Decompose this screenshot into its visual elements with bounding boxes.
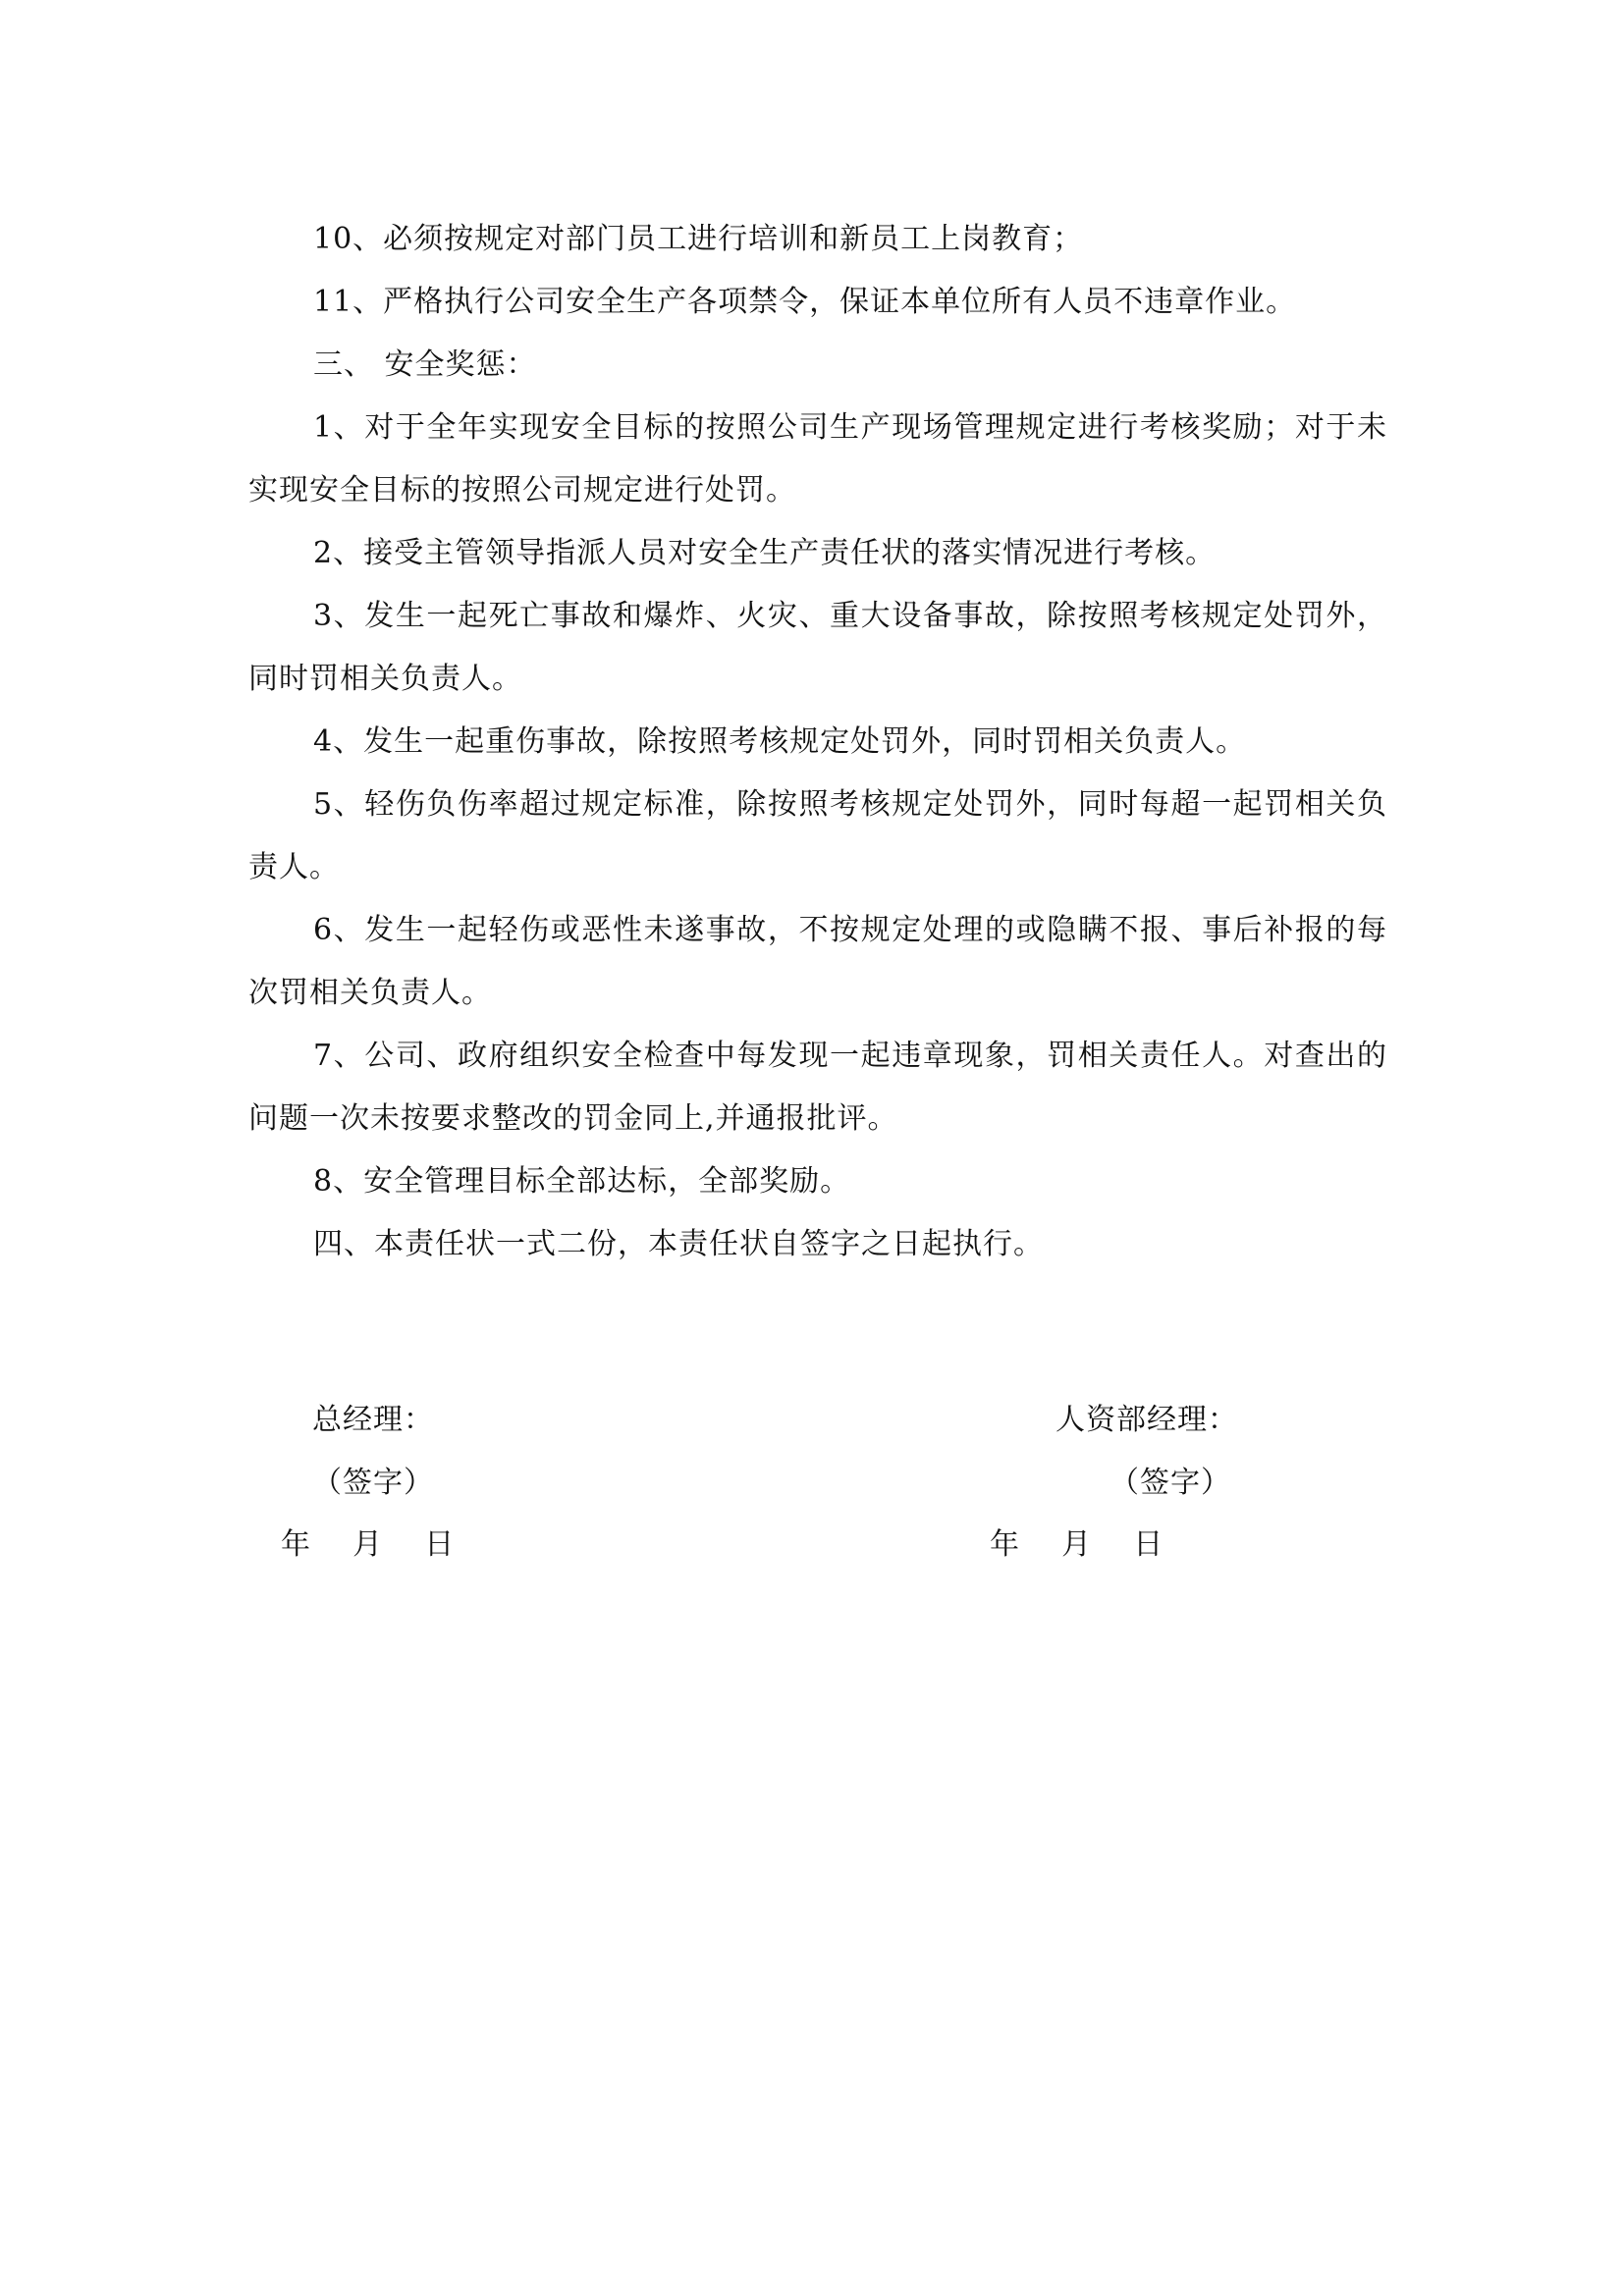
paragraph-reward-3: 3、发生一起死亡事故和爆炸、火灾、重大设备事故，除按照考核规定处罚外，同时罚相关负责人。 — [248, 599, 1387, 696]
paragraph-reward-8: 8、安全管理目标全部达标，全部奖励。 — [313, 1164, 851, 1199]
signature-date-right: 年 月 日 — [990, 1527, 1164, 1562]
paragraph-reward-4: 4、发生一起重伤事故，除按照考核规定处罚外，同时罚相关负责人。 — [313, 724, 1247, 759]
signature-title-hr-manager: 人资部经理： — [1056, 1403, 1238, 1437]
paragraph-item-10: 10、必须按规定对部门员工进行培训和新员工上岗教育； — [313, 222, 1084, 256]
paragraph-reward-5: 5、轻伤负伤率超过规定标准，除按照考核规定处罚外，同时每超一起罚相关负责人。 — [248, 787, 1387, 884]
signature-date-left: 年 月 日 — [281, 1527, 456, 1562]
signature-placeholder-right: （签字） — [1110, 1466, 1231, 1500]
document-body — [248, 208, 1387, 1276]
signature-title-general-manager: 总经理： — [312, 1403, 434, 1437]
section-heading-rewards-penalties: 三、 安全奖惩： — [313, 347, 537, 382]
paragraph-reward-7: 7、公司、政府组织安全检查中每发现一起违章现象，罚相关责任人。对查出的问题一次未按要求整改的罚金同上,并通报批评。 — [248, 1039, 1387, 1136]
paragraph-reward-1: 1、对于全年实现安全目标的按照公司生产现场管理规定进行考核奖励；对于未实现安全目标的按照公司规定进行处罚。 — [248, 410, 1387, 507]
paragraph-section-four: 四、本责任状一式二份，本责任状自签字之日起执行。 — [313, 1227, 1044, 1261]
paragraph-reward-6: 6、发生一起轻伤或恶性未遂事故，不按规定处理的或隐瞒不报、事后补报的每次罚相关负责人。 — [248, 913, 1387, 1010]
signature-placeholder-left: （签字） — [312, 1466, 434, 1500]
paragraph-reward-2: 2、接受主管领导指派人员对安全生产责任状的落实情况进行考核。 — [313, 536, 1217, 570]
paragraph-item-11: 11、严格执行公司安全生产各项禁令，保证本单位所有人员不违章作业。 — [313, 285, 1297, 319]
